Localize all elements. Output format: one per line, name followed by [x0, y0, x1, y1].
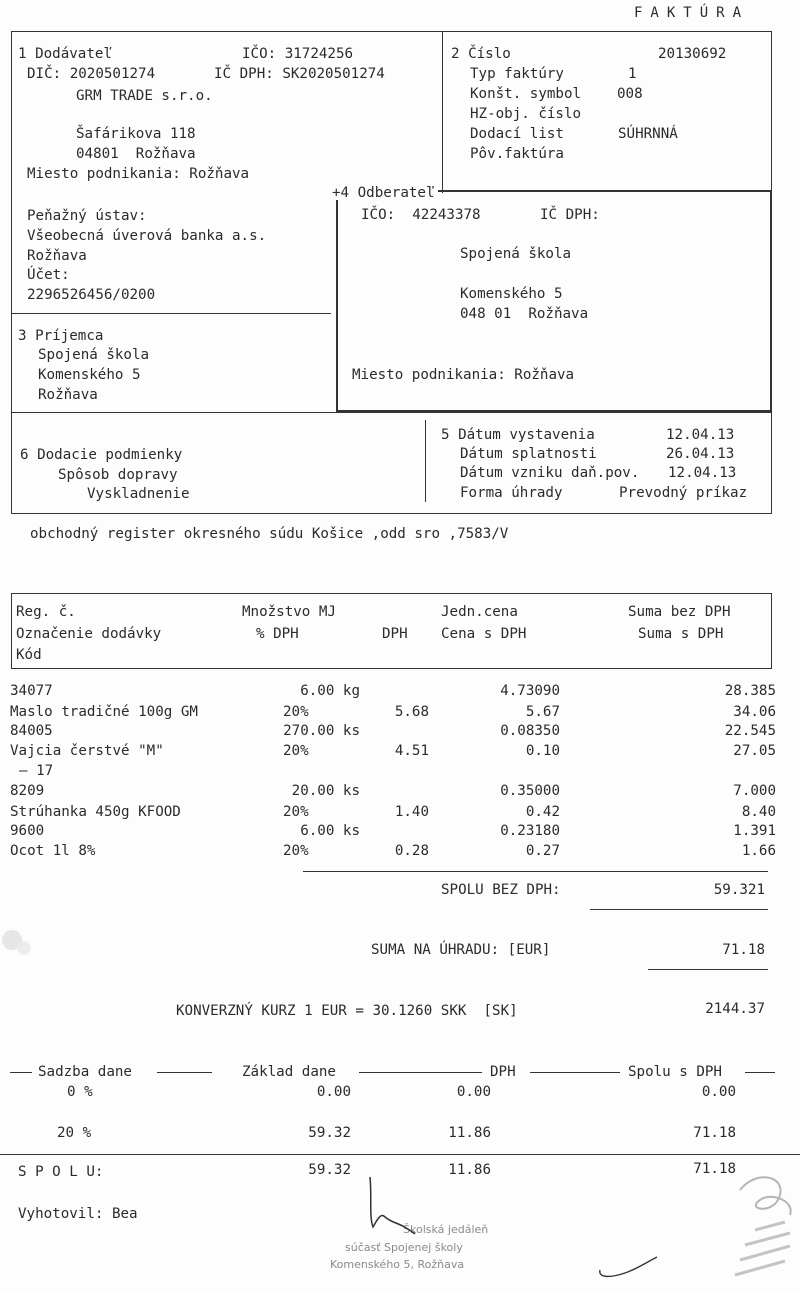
delivery-note-value: SÚHRNNÁ	[618, 126, 678, 142]
bank-city: Rožňava	[27, 248, 87, 264]
tax-sum-label: S P O L U:	[18, 1164, 104, 1180]
item-code: 84005	[10, 723, 53, 739]
item-unit-price: 0.08350	[500, 723, 560, 739]
divider	[359, 1072, 482, 1073]
total-no-vat-label: SPOLU BEZ DPH:	[441, 882, 561, 898]
item-price-vat: 0.42	[525, 804, 560, 820]
item-qty: 20.00 ks	[291, 783, 360, 799]
item-qty: 270.00 ks	[283, 723, 360, 739]
col-reg: Reg. č.	[16, 604, 76, 620]
tax-date-label: Dátum vzniku daň.pov.	[460, 465, 640, 481]
item-code: 34077	[10, 683, 53, 699]
item-price-vat: 5.67	[525, 704, 560, 720]
item-vat: 4.51	[394, 743, 429, 759]
col-vat-pct: % DPH	[256, 626, 299, 642]
col-unit-price: Jedn.cena	[441, 604, 518, 620]
tax-col-vat: DPH	[490, 1064, 516, 1080]
business-register: obchodný register okresného súdu Košice ,odd sro ,7583/V	[30, 526, 509, 542]
tax-rate: 20 %	[57, 1125, 92, 1141]
recipient-city: Rožňava	[38, 387, 98, 403]
smudge-icon	[0, 918, 40, 968]
issued-by: Vyhotovil: Bea	[18, 1206, 138, 1222]
item-sum: 7.000	[733, 783, 776, 799]
tax-col-rate: Sadzba dane	[38, 1064, 132, 1080]
invoice-type-value: 1	[628, 66, 637, 82]
divider	[648, 969, 768, 970]
col-vat: DPH	[382, 626, 408, 642]
tax-base: 59.32	[308, 1125, 351, 1141]
col-sum-vat: Suma s DPH	[638, 626, 724, 642]
divider	[10, 1072, 32, 1073]
divider	[11, 313, 331, 314]
col-qty: Množstvo MJ	[242, 604, 336, 620]
customer-street: Komenského 5	[460, 286, 563, 302]
col-sum-no-vat: Suma bez DPH	[628, 604, 731, 620]
delivery-note-label: Dodací list	[470, 126, 564, 142]
tax-sum-vat: 11.86	[448, 1162, 491, 1178]
invoice-label: 2 Číslo	[451, 46, 511, 62]
item-vat: 1.40	[394, 804, 429, 820]
recipient-name: Spojená škola	[38, 347, 150, 363]
tax-total: 71.18	[693, 1125, 736, 1141]
item-name: Maslo tradičné 100g GM	[10, 704, 198, 720]
supplier-place: Miesto podnikania: Rožňava	[27, 166, 250, 182]
invoice-type-label: Typ faktúry	[470, 66, 564, 82]
tax-date: 12.04.13	[668, 465, 737, 481]
divider	[157, 1072, 212, 1073]
divider	[425, 420, 426, 502]
due-date-label: Dátum splatnosti	[460, 446, 597, 462]
conversion-amount: 2144.37	[705, 1001, 765, 1017]
supplier-street: Šafárikova 118	[76, 126, 196, 142]
payment-method: Prevodný príkaz	[619, 485, 748, 501]
recipient-street: Komenského 5	[38, 367, 141, 383]
divider	[303, 871, 768, 872]
item-vat: 5.68	[394, 704, 429, 720]
stamp-line: Komenského 5, Rožňava	[330, 1258, 465, 1271]
bank-label: Peňažný ústav:	[27, 208, 147, 224]
item-sum-vat: 8.40	[741, 804, 776, 820]
tax-sum-base: 59.32	[308, 1162, 351, 1178]
item-qty: 6.00 ks	[300, 823, 360, 839]
signature-icon	[355, 1172, 435, 1242]
amount-due-label: SUMA NA ÚHRADU: [EUR]	[371, 942, 551, 958]
konst-symbol-value: 008	[617, 86, 643, 102]
amount-due: 71.18	[722, 942, 765, 958]
konst-symbol-label: Konšt. symbol	[470, 86, 582, 102]
col-price-vat: Cena s DPH	[441, 626, 527, 642]
item-price-vat: 0.10	[525, 743, 560, 759]
item-unit-price: 4.73090	[500, 683, 560, 699]
item-sum-vat: 27.05	[733, 743, 776, 759]
tax-total: 0.00	[701, 1084, 736, 1100]
tax-col-base: Základ dane	[242, 1064, 336, 1080]
item-vat-pct: 20%	[283, 804, 309, 820]
delivery-terms-label: 6 Dodacie podmienky	[20, 447, 183, 463]
document-title: FAKTÚRA	[634, 5, 750, 21]
supplier-ico: IČO: 31724256	[242, 46, 354, 62]
stamp-line: Školská jedáleň	[403, 1223, 489, 1236]
customer-name: Spojená škola	[460, 246, 572, 262]
divider	[0, 1154, 800, 1155]
issue-date-label: 5 Dátum vystavenia	[441, 427, 595, 443]
item-name: Vajcia čerstvé "M"	[10, 743, 164, 759]
tax-vat: 0.00	[456, 1084, 491, 1100]
customer-ico: IČO: 42243378	[361, 207, 481, 223]
item-qty: 6.00 kg	[300, 683, 360, 699]
supplier-dic: DIČ: 2020501274	[27, 66, 156, 82]
divider	[11, 412, 772, 413]
supplier-city: 04801 Rožňava	[76, 146, 196, 162]
customer-city: 048 01 Rožňava	[460, 306, 589, 322]
divider	[745, 1072, 775, 1073]
signature-icon	[595, 1248, 665, 1283]
tax-rate: 0 %	[67, 1084, 93, 1100]
total-no-vat: 59.321	[713, 882, 765, 898]
stamp-icon	[700, 1160, 800, 1290]
item-vat: 0.28	[394, 843, 429, 859]
recipient-label: 3 Príjemca	[18, 328, 104, 344]
item-code: 8209	[10, 783, 45, 799]
tax-sum-total: 71.18	[693, 1161, 736, 1177]
item-vat-pct: 20%	[283, 743, 309, 759]
divider	[442, 31, 443, 193]
tax-col-total: Spolu s DPH	[628, 1064, 722, 1080]
item-sum-vat: 1.66	[741, 843, 776, 859]
item-sum-vat: 34.06	[733, 704, 776, 720]
item-unit-price: 0.35000	[500, 783, 560, 799]
col-name: Označenie dodávky	[16, 626, 162, 642]
item-sum: 1.391	[733, 823, 776, 839]
dispatch-label: Vyskladnenie	[87, 486, 190, 502]
col-code: Kód	[16, 647, 42, 663]
conversion-rate-label: KONVERZNÝ KURZ 1 EUR = 30.1260 SKK [SK]	[176, 1003, 518, 1019]
customer-icdph: IČ DPH:	[540, 207, 600, 223]
bank-name: Všeobecná úverová banka a.s.	[27, 228, 267, 244]
item-sum: 22.545	[724, 723, 776, 739]
divider	[530, 1072, 620, 1073]
due-date: 26.04.13	[666, 446, 735, 462]
divider	[590, 909, 768, 910]
tax-base: 0.00	[316, 1084, 351, 1100]
account-number: 2296526456/0200	[27, 287, 156, 303]
invoice-number: 20130692	[658, 46, 727, 62]
item-code: 9600	[10, 823, 45, 839]
item-unit-price: 0.23180	[500, 823, 560, 839]
customer-label: +4 Odberateľ	[332, 186, 438, 200]
tax-vat: 11.86	[448, 1125, 491, 1141]
supplier-label: 1 Dodávateľ	[18, 46, 112, 62]
customer-place: Miesto podnikania: Rožňava	[352, 367, 575, 383]
transport-label: Spôsob dopravy	[58, 467, 178, 483]
item-sum: 28.385	[724, 683, 776, 699]
item-vat-pct: 20%	[283, 843, 309, 859]
original-invoice-label: Pôv.faktúra	[470, 146, 564, 162]
item-name: Ocot 1l 8%	[10, 843, 96, 859]
item-name: Strúhanka 450g KFOOD	[10, 804, 181, 820]
issue-date: 12.04.13	[666, 427, 735, 443]
item-price-vat: 0.27	[525, 843, 560, 859]
supplier-name: GRM TRADE s.r.o.	[76, 88, 213, 104]
hz-order-label: HZ-obj. číslo	[470, 106, 582, 122]
supplier-icdph: IČ DPH: SK2020501274	[214, 66, 385, 82]
payment-label: Forma úhrady	[460, 485, 563, 501]
item-vat-pct: 20%	[283, 704, 309, 720]
account-label: Účet:	[27, 267, 70, 283]
stamp-line: súčasť Spojenej školy	[345, 1241, 463, 1254]
item-handwritten-note: — 17	[19, 763, 54, 779]
